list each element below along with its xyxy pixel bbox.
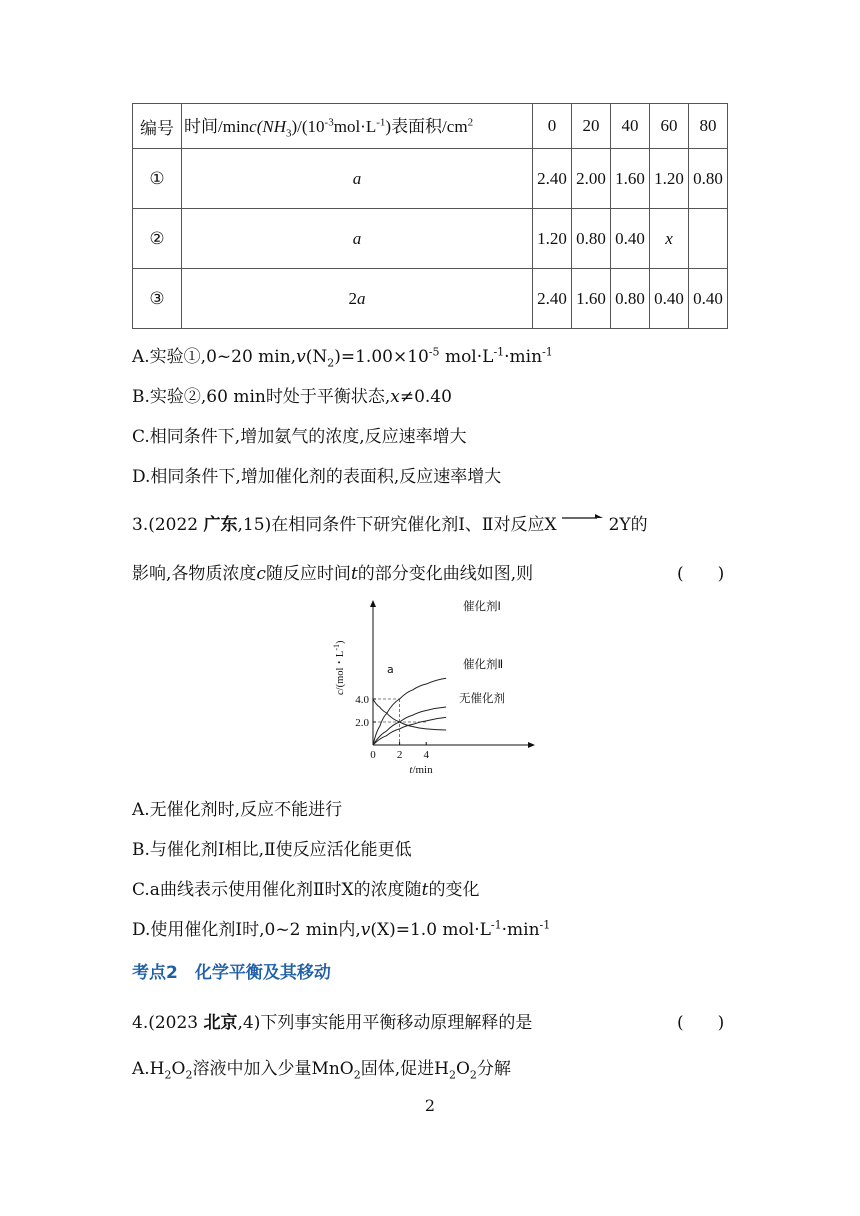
q2-option-b: B.实验②,60 min时处于平衡状态,x≠0.40 [132, 387, 452, 407]
q3-stem-line1: 3.(2022 广东,15)在相同条件下研究催化剂Ⅰ、Ⅱ对反应X 2Y的 [132, 510, 648, 535]
table-row: ③ 2a 2.40 1.60 0.80 0.40 0.40 [133, 269, 728, 329]
series-label: 催化剂Ⅰ [463, 599, 501, 613]
header-t60: 60 [650, 104, 689, 149]
series-label: 无催化剂 [459, 691, 505, 705]
series-line [373, 717, 446, 745]
header-composite: 时间$/\min c(NH_3)/(10^{-3}mol\cdot L^{-1})$表面积$/cm^2$ [182, 104, 533, 149]
y-tick-label: 2.0 [355, 717, 369, 729]
q3-option-c: C.a曲线表示使用催化剂Ⅱ时X的浓度随t的变化 [132, 880, 480, 900]
q3-option-b: B.与催化剂Ⅰ相比,Ⅱ使反应活化能更低 [132, 840, 412, 860]
series-line [373, 699, 446, 730]
series-label: a [387, 663, 394, 676]
y-axis-arrow [370, 600, 376, 607]
header-id: 编号 [133, 104, 182, 149]
q2-option-c: C.相同条件下,增加氨气的浓度,反应速率增大 [132, 427, 467, 447]
q4-answer-blank: ( ) [677, 1013, 725, 1033]
header-time: 时间/min [184, 117, 250, 137]
q4-option-a: $A.H_2O_2$溶液中加入少量MnO$_2$固体,促进$H_2O_2$分解 [132, 1059, 511, 1082]
y-axis-label: c/(mol・$L^{-1}$) [332, 640, 346, 695]
header-t40: 40 [611, 104, 650, 149]
header-c: c(NH [249, 117, 286, 137]
q3-option-d: D.使用催化剂Ⅰ时,0~2 min内,v(X)=1.0 $mol\cdot L^{-1}\cdot\min^{-1}$ [132, 918, 551, 940]
reaction-arrow-icon [561, 512, 605, 524]
header-t80: 80 [689, 104, 728, 149]
header-t0: 0 [533, 104, 572, 149]
q2-option-a: A.实验①,0~20 $\min,v(N_2)=1.00\times 10^{-5}$ $mol\cdot L^{-1}\cdot\min^{-1}$ [132, 345, 553, 370]
x-axis-arrow [528, 742, 535, 748]
q3-stem-line2: 影响,各物质浓度c随反应时间t的部分变化曲线如图,则 [132, 564, 534, 584]
header-area: 表面积/cm [391, 117, 468, 137]
x-tick-label: 0 [370, 749, 376, 761]
table-row: ① a 2.40 2.00 1.60 1.20 0.80 [133, 149, 728, 209]
x-tick-label: 4 [423, 749, 429, 761]
series-label: 催化剂Ⅱ [463, 657, 504, 671]
x-axis-label: t/min [409, 764, 433, 776]
y-tick-label: 4.0 [355, 694, 369, 706]
x-tick-label: 2 [396, 749, 403, 761]
section-heading: 考点2 化学平衡及其移动 [132, 963, 331, 983]
q3-answer-blank: ( ) [677, 564, 725, 584]
concentration-chart [325, 595, 545, 780]
table-row: ② a 1.20 0.80 0.40 x [133, 209, 728, 269]
q3-option-a: A.无催化剂时,反应不能进行 [132, 800, 343, 820]
header-t20: 20 [572, 104, 611, 149]
q4-stem: 4.(2023 北京,4)下列事实能用平衡移动原理解释的是 [132, 1013, 533, 1033]
q2-option-d: D.相同条件下,增加催化剂的表面积,反应速率增大 [132, 467, 502, 487]
table-header-row [133, 104, 728, 149]
data-table [132, 103, 728, 329]
page-number: 2 [424, 1096, 436, 1115]
